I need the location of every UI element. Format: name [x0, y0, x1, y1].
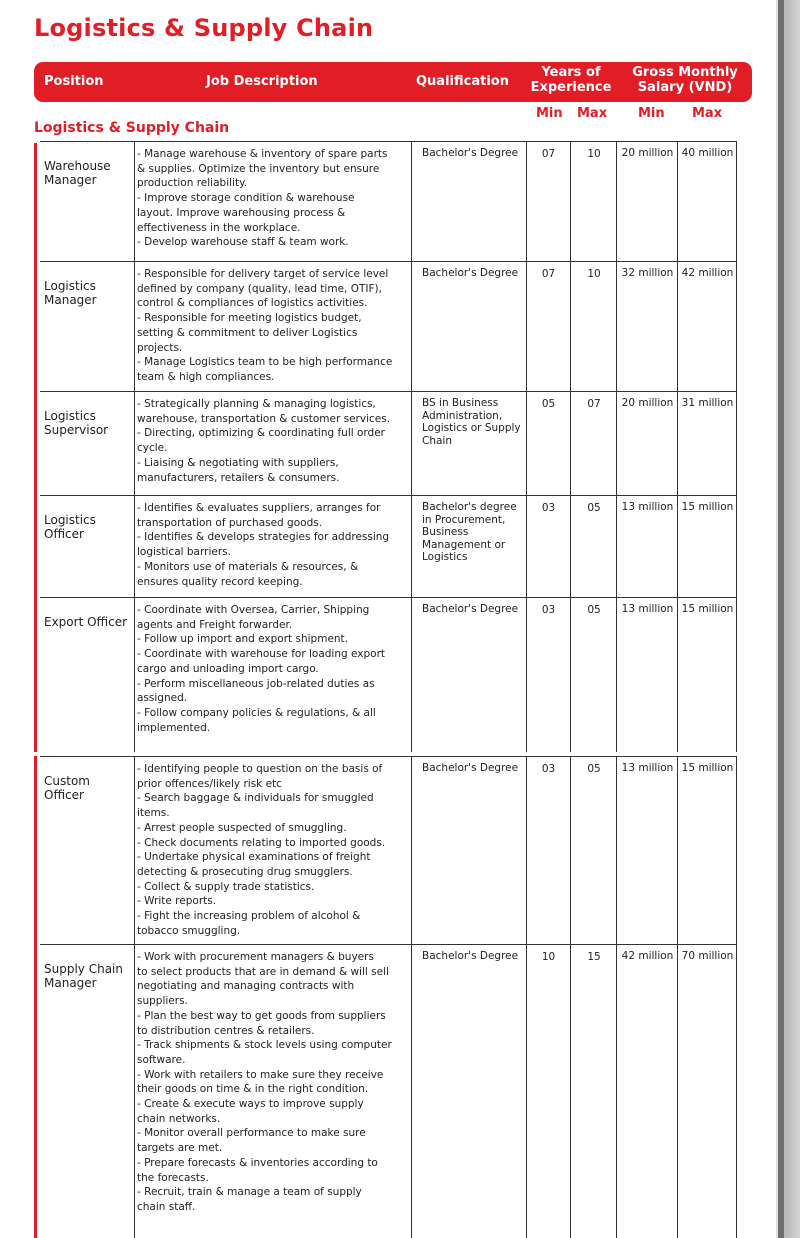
- description-line: production reliability.: [137, 177, 248, 190]
- description-line: to select products that are in demand & will sell: [137, 965, 389, 978]
- table-row: [40, 391, 752, 495]
- qualification-cell: BS in Business Administration, Logistics or Supply Chain: [422, 397, 521, 447]
- years-max-cell: 10: [572, 261, 617, 391]
- description-line: - Manage Logistics team to be high performance: [137, 356, 393, 369]
- description-line: - Follow company policies & regulations, & all: [137, 706, 376, 719]
- qualification-cell: Bachelor's Degree: [422, 603, 519, 615]
- description-line: suppliers.: [137, 995, 188, 1008]
- qualification-cell: Bachelor's Degree: [422, 950, 519, 962]
- scrollbar-track[interactable]: [776, 0, 800, 1238]
- description-line: - Perform miscellaneous job-related duties as: [137, 677, 375, 690]
- description-line: - Strategically planning & managing logistics,: [137, 398, 376, 410]
- description-line: - Work with procurement managers & buyers: [137, 951, 374, 963]
- qualification-cell: Bachelor's degree in Procurement, Business Management or Logistics: [422, 501, 517, 564]
- description-line: team & high compliances.: [137, 370, 275, 383]
- description-line: - Liaising & negotiating with suppliers,: [137, 456, 339, 469]
- years-max-cell: 05: [572, 597, 617, 756]
- description-line: - Follow up import and export shipment.: [137, 633, 349, 646]
- years-min-cell: 07: [526, 261, 571, 391]
- description-line: - Recruit, train & manage a team of supply: [137, 1186, 362, 1199]
- years-max-cell: 15: [572, 944, 617, 1238]
- description-cell: [134, 391, 412, 495]
- position-cell: Supply Chain Manager: [44, 962, 123, 990]
- header-salary-line1: Gross Monthly: [632, 65, 738, 80]
- description-line: software.: [137, 1053, 186, 1066]
- description-line: projects.: [137, 341, 183, 354]
- position-cell: Warehouse Manager: [44, 159, 111, 187]
- salary-max-cell: 42 million: [679, 261, 737, 391]
- description-cell: [134, 597, 412, 756]
- row-divider: [40, 597, 737, 598]
- description-line: cargo and unloading import cargo.: [137, 662, 319, 675]
- description-line: - Prepare forecasts & inventories according to: [137, 1156, 378, 1169]
- section-accent-line: [34, 143, 37, 1238]
- years-min-cell: 07: [526, 141, 571, 261]
- description-line: control & compliances of logistics activities.: [137, 297, 368, 310]
- header-years-line2: Experience: [530, 80, 612, 95]
- salary-max-cell: 31 million: [679, 391, 737, 495]
- description-line: - Monitors use of materials & resources, &: [137, 560, 359, 573]
- description-line: - Coordinate with warehouse for loading export: [137, 648, 386, 661]
- description-line: detecting & prosecuting drug smugglers.: [137, 865, 353, 878]
- salary-min-cell: 20 million: [618, 391, 678, 495]
- row-divider: [40, 756, 737, 757]
- description-line: the forecasts.: [137, 1171, 209, 1184]
- row-divider: [40, 944, 737, 945]
- description-line: - Directing, optimizing & coordinating full order: [137, 427, 385, 440]
- description-cell: [134, 756, 412, 944]
- years-max-cell: 05: [572, 495, 617, 597]
- description-line: - Check documents relating to imported goods.: [137, 836, 386, 849]
- description-line: transportation of purchased goods.: [137, 516, 323, 529]
- description-line: - Collect & supply trade statistics.: [137, 880, 315, 893]
- description-line: - Monitor overall performance to make sure: [137, 1127, 366, 1140]
- description-line: layout. Improve warehousing process &: [137, 206, 346, 219]
- description-line: & supplies. Optimize the inventory but ensure: [137, 162, 380, 175]
- salary-max-cell: 15 million: [679, 756, 737, 944]
- description-line: setting & commitment to deliver Logistics: [137, 326, 358, 339]
- description-line: - Develop warehouse staff & team work.: [137, 236, 349, 249]
- years-max-cell: 05: [572, 756, 617, 944]
- years-max-cell: 07: [572, 391, 617, 495]
- section-title: Logistics & Supply Chain: [34, 120, 230, 136]
- row-divider: [40, 495, 737, 496]
- description-cell: [134, 261, 412, 391]
- description-line: chain staff.: [137, 1200, 196, 1213]
- description-line: - Identifying people to question on the basis of: [137, 763, 383, 775]
- years-min-cell: 10: [526, 944, 571, 1238]
- position-cell: Custom Officer: [44, 774, 90, 802]
- salary-min-cell: 13 million: [618, 495, 678, 597]
- table-header: [34, 62, 752, 102]
- years-min-cell: 03: [526, 597, 571, 756]
- table-row: [40, 495, 752, 597]
- table-row: [40, 756, 752, 944]
- description-line: - Manage warehouse & inventory of spare parts: [137, 148, 388, 160]
- years-min-cell: 03: [526, 495, 571, 597]
- header-qualification: Qualification: [416, 74, 509, 89]
- description-line: - Arrest people suspected of smuggling.: [137, 821, 347, 834]
- description-cell: [134, 141, 412, 261]
- description-line: assigned.: [137, 692, 188, 705]
- salary-min-cell: 32 million: [618, 261, 678, 391]
- description-line: items.: [137, 807, 170, 820]
- description-line: - Track shipments & stock levels using computer: [137, 1039, 392, 1052]
- description-line: - Coordinate with Oversea, Carrier, Shipping: [137, 604, 370, 616]
- header-gross-salary: [619, 65, 751, 95]
- subheader-salary-max: Max: [692, 106, 723, 121]
- qualification-cell: Bachelor's Degree: [422, 762, 519, 774]
- qualification-cell: Bachelor's Degree: [422, 267, 519, 279]
- description-line: - Plan the best way to get goods from suppliers: [137, 1009, 386, 1022]
- description-line: effectiveness in the workplace.: [137, 221, 301, 234]
- description-line: - Improve storage condition & warehouse: [137, 192, 355, 205]
- salary-max-cell: 70 million: [679, 944, 737, 1238]
- subheader-salary-min: Min: [638, 106, 665, 121]
- description-line: manufacturers, retailers & consumers.: [137, 471, 340, 484]
- subheader-years-min: Min: [536, 106, 563, 121]
- salary-min-cell: 20 million: [618, 141, 678, 261]
- description-cell: [134, 944, 412, 1238]
- description-cell: [134, 495, 412, 597]
- header-job-description: Job Description: [206, 74, 318, 89]
- description-line: - Fight the increasing problem of alcohol &: [137, 910, 361, 923]
- header-position: Position: [44, 74, 104, 89]
- description-line: agents and Freight forwarder.: [137, 618, 293, 631]
- description-line: cycle.: [137, 442, 168, 455]
- header-salary-line2: Salary (VND): [637, 80, 733, 95]
- description-line: chain networks.: [137, 1112, 221, 1125]
- description-line: tobacco smuggling.: [137, 924, 241, 937]
- table-row: [40, 261, 752, 391]
- description-line: - Undertake physical examinations of freight: [137, 851, 371, 864]
- row-divider: [40, 141, 737, 142]
- qualification-cell: Bachelor's Degree: [422, 147, 519, 159]
- salary-max-cell: 15 million: [679, 597, 737, 756]
- description-line: defined by company (quality, lead time, OTIF),: [137, 282, 382, 295]
- description-line: - Responsible for delivery target of service level: [137, 268, 389, 280]
- years-min-cell: 03: [526, 756, 571, 944]
- row-divider: [40, 261, 737, 262]
- description-line: - Identifies & evaluates suppliers, arranges for: [137, 502, 381, 514]
- description-line: their goods on time & in the right condition.: [137, 1083, 369, 1096]
- description-line: negotiating and managing contracts with: [137, 980, 355, 993]
- description-line: implemented.: [137, 721, 211, 734]
- salary-max-cell: 40 million: [679, 141, 737, 261]
- description-line: - Work with retailers to make sure they receive: [137, 1068, 384, 1081]
- description-line: targets are met.: [137, 1142, 223, 1155]
- subheader-years-max: Max: [577, 106, 608, 121]
- description-line: - Search baggage & individuals for smuggled: [137, 792, 374, 805]
- scrollbar-edge: [778, 0, 784, 1238]
- description-line: - Identifies & develops strategies for addressing: [137, 531, 390, 544]
- row-divider: [40, 391, 737, 392]
- salary-min-cell: 13 million: [618, 756, 678, 944]
- description-line: warehouse, transportation & customer services.: [137, 412, 391, 425]
- description-line: logistical barriers.: [137, 546, 231, 559]
- years-max-cell: 10: [572, 141, 617, 261]
- position-cell: Logistics Supervisor: [44, 409, 109, 437]
- page-title: Logistics & Supply Chain: [34, 14, 374, 42]
- salary-max-cell: 15 million: [679, 495, 737, 597]
- description-line: ensures quality record keeping.: [137, 575, 303, 588]
- page-break-gap: [0, 752, 776, 756]
- description-line: - Create & execute ways to improve supply: [137, 1098, 364, 1111]
- header-years-line1: Years of: [541, 65, 601, 80]
- table-row: [40, 597, 752, 756]
- position-cell: Logistics Manager: [44, 279, 97, 307]
- years-min-cell: 05: [526, 391, 571, 495]
- description-line: - Responsible for meeting logistics budget,: [137, 312, 362, 325]
- position-cell: Logistics Officer: [44, 513, 96, 541]
- description-line: - Write reports.: [137, 895, 217, 908]
- description-line: to distribution centres & retailers.: [137, 1024, 315, 1037]
- table-row: [40, 141, 752, 261]
- salary-min-cell: 42 million: [618, 944, 678, 1238]
- description-line: prior offences/likely risk etc: [137, 777, 282, 790]
- position-cell: Export Officer: [44, 615, 128, 629]
- table-row: [40, 944, 752, 1238]
- salary-min-cell: 13 million: [618, 597, 678, 756]
- header-years-experience: [526, 65, 616, 95]
